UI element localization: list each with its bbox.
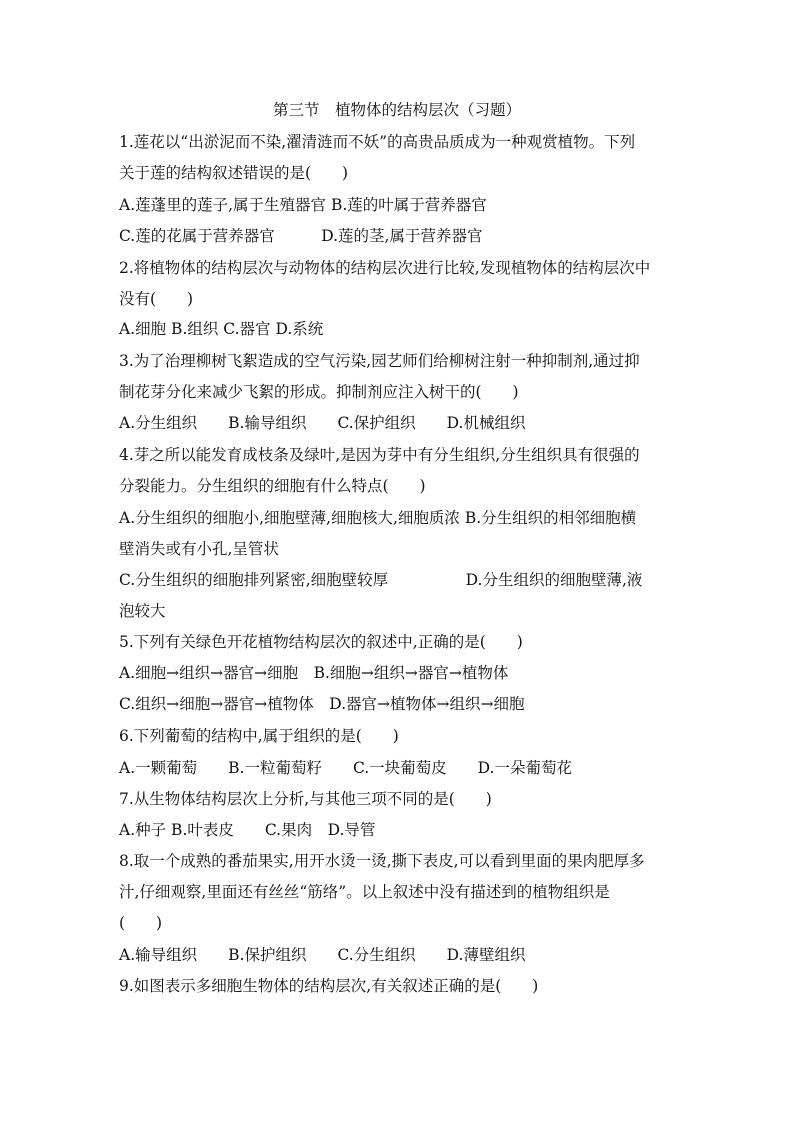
text-line: ( ) — [119, 914, 163, 932]
text-line: A.种子 B.叶表皮 C.果肉 D.导管 — [119, 821, 376, 839]
text-line: A.分生组织的细胞小,细胞壁薄,细胞核大,细胞质浓 B.分生组织的相邻细胞横 — [119, 509, 637, 527]
text-line: A.细胞 B.组织 C.器官 D.系统 — [119, 320, 324, 338]
text-line: C.莲的花属于营养器官 D.莲的茎,属于营养器官 — [119, 227, 483, 245]
text-line: C.组织→细胞→器官→植物体 D.器官→植物体→组织→细胞 — [119, 695, 525, 713]
text-line: 制花芽分化来减少飞絮的形成。抑制剂应注入树干的( ) — [119, 383, 519, 401]
text-line: 6.下列葡萄的结构中,属于组织的是( ) — [119, 727, 399, 745]
text-line: 汁,仔细观察,里面还有丝丝“筋络”。以上叙述中没有描述到的植物组织是 — [119, 883, 610, 901]
text-line: A.输导组织 B.保护组织 C.分生组织 D.薄壁组织 — [119, 946, 526, 964]
text-line: 2.将植物体的结构层次与动物体的结构层次进行比较,发现植物体的结构层次中 — [119, 259, 651, 277]
text-line: 壁消失或有小孔,呈管状 — [119, 540, 279, 558]
text-line: 4.芽之所以能发育成枝条及绿叶,是因为芽中有分生组织,分生组织具有很强的 — [119, 446, 640, 464]
text-line: A.分生组织 B.输导组织 C.保护组织 D.机械组织 — [119, 414, 526, 432]
page-title: 第三节 植物体的结构层次（习题） — [272, 101, 521, 119]
text-line: A.细胞→组织→器官→细胞 B.细胞→组织→器官→植物体 — [119, 664, 509, 682]
text-line: 9.如图表示多细胞生物体的结构层次,有关叙述正确的是( ) — [119, 977, 539, 995]
text-line: 没有( ) — [119, 290, 194, 308]
text-line: A.莲蓬里的莲子,属于生殖器官 B.莲的叶属于营养器官 — [119, 196, 487, 214]
text-line: 关于莲的结构叙述错误的是( ) — [119, 164, 349, 182]
text-line: 1.莲花以“出淤泥而不染,濯清涟而不妖”的高贵品质成为一种观赏植物。下列 — [119, 133, 636, 151]
text-line: 5.下列有关绿色开花植物结构层次的叙述中,正确的是( ) — [119, 633, 523, 651]
text-line: 泡较大 — [119, 602, 166, 620]
text-line: 分裂能力。分生组织的细胞有什么特点( ) — [119, 477, 426, 495]
text-line: C.分生组织的细胞排列紧密,细胞壁较厚 D.分生组织的细胞壁薄,液 — [119, 571, 643, 589]
text-line: 7.从生物体结构层次上分析,与其他三项不同的是( ) — [119, 790, 492, 808]
text-line: A.一颗葡萄 B.一粒葡萄籽 C.一块葡萄皮 D.一朵葡萄花 — [119, 759, 572, 777]
text-line: 3.为了治理柳树飞絮造成的空气污染,园艺师们给柳树注射一种抑制剂,通过抑 — [119, 352, 640, 370]
text-line: 8.取一个成熟的番茄果实,用开水烫一烫,撕下表皮,可以看到里面的果肉肥厚多 — [119, 852, 645, 870]
